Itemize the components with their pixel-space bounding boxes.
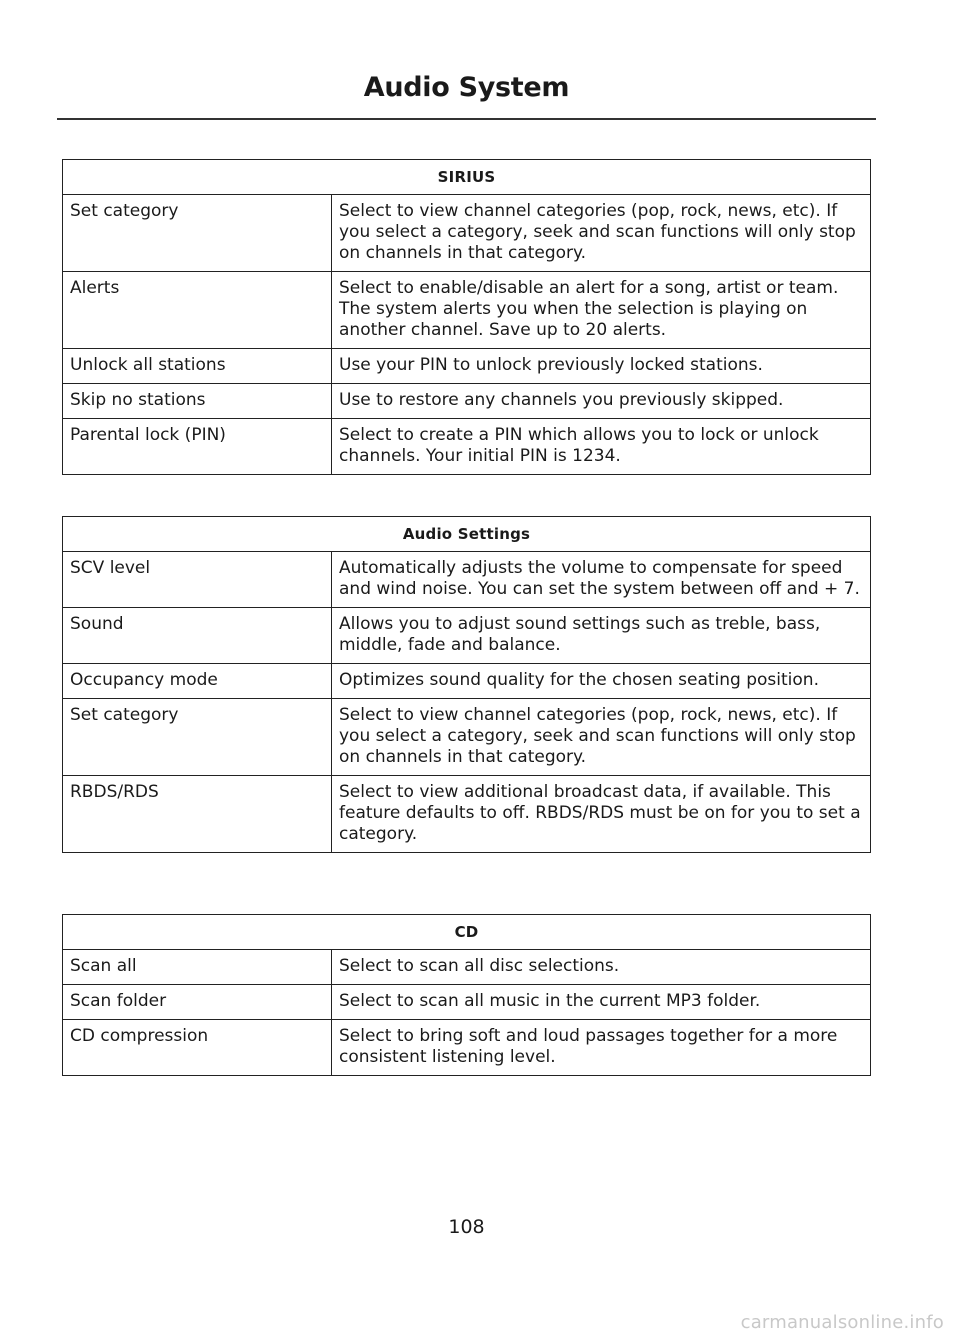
setting-name: Alerts bbox=[63, 272, 332, 349]
setting-name: Unlock all stations bbox=[63, 349, 332, 384]
setting-name: Occupancy mode bbox=[63, 664, 332, 699]
cd-table bbox=[62, 914, 871, 1076]
table-row bbox=[63, 776, 871, 853]
setting-description: Allows you to adjust sound settings such as treble, bass, middle, fade and balance. bbox=[332, 608, 871, 664]
table-row bbox=[63, 349, 871, 384]
table-title-row bbox=[63, 517, 871, 552]
table-row bbox=[63, 552, 871, 608]
setting-name: SCV level bbox=[63, 552, 332, 608]
table-row bbox=[63, 608, 871, 664]
setting-description: Select to view additional broadcast data, if available. This feature defaults to off. RBDS/RDS must be on for you to set a category. bbox=[332, 776, 871, 853]
setting-description: Use to restore any channels you previously skipped. bbox=[332, 384, 871, 419]
setting-description: Optimizes sound quality for the chosen seating position. bbox=[332, 664, 871, 699]
setting-description: Automatically adjusts the volume to compensate for speed and wind noise. You can set the system between off and + 7. bbox=[332, 552, 871, 608]
setting-name: CD compression bbox=[63, 1020, 332, 1076]
setting-description: Select to bring soft and loud passages together for a more consistent listening level. bbox=[332, 1020, 871, 1076]
table-row bbox=[63, 699, 871, 776]
page-number: 108 bbox=[448, 1216, 485, 1238]
table-title-row bbox=[63, 915, 871, 950]
setting-name: Parental lock (PIN) bbox=[63, 419, 332, 475]
table-row bbox=[63, 950, 871, 985]
setting-name: Scan folder bbox=[63, 985, 332, 1020]
page-header: Audio System bbox=[363, 72, 570, 103]
setting-description: Select to enable/disable an alert for a song, artist or team. The system alerts you when the selection is playing on another channel. Save up to 20 alerts. bbox=[332, 272, 871, 349]
setting-name: Set category bbox=[63, 195, 332, 272]
setting-description: Select to create a PIN which allows you to lock or unlock channels. Your initial PIN is 1234. bbox=[332, 419, 871, 475]
setting-description: Select to scan all disc selections. bbox=[332, 950, 871, 985]
table-title: Audio Settings bbox=[63, 517, 871, 552]
setting-description: Select to scan all music in the current MP3 folder. bbox=[332, 985, 871, 1020]
table-title: SIRIUS bbox=[63, 160, 871, 195]
setting-name: RBDS/RDS bbox=[63, 776, 332, 853]
setting-description: Use your PIN to unlock previously locked stations. bbox=[332, 349, 871, 384]
table-row bbox=[63, 664, 871, 699]
table-title: CD bbox=[63, 915, 871, 950]
table-row bbox=[63, 419, 871, 475]
table-row bbox=[63, 195, 871, 272]
setting-description: Select to view channel categories (pop, rock, news, etc). If you select a category, seek and scan functions will only stop on channels in that category. bbox=[332, 699, 871, 776]
setting-name: Sound bbox=[63, 608, 332, 664]
table-row bbox=[63, 1020, 871, 1076]
setting-description: Select to view channel categories (pop, rock, news, etc). If you select a category, seek and scan functions will only stop on channels in that category. bbox=[332, 195, 871, 272]
header-divider bbox=[57, 118, 876, 120]
sirius-table bbox=[62, 159, 871, 475]
table-title-row bbox=[63, 160, 871, 195]
table-row bbox=[63, 985, 871, 1020]
setting-name: Scan all bbox=[63, 950, 332, 985]
setting-name: Set category bbox=[63, 699, 332, 776]
audio-settings-table bbox=[62, 516, 871, 853]
table-row bbox=[63, 272, 871, 349]
setting-name: Skip no stations bbox=[63, 384, 332, 419]
table-row bbox=[63, 384, 871, 419]
watermark: carmanualsonline.info bbox=[740, 1312, 944, 1333]
